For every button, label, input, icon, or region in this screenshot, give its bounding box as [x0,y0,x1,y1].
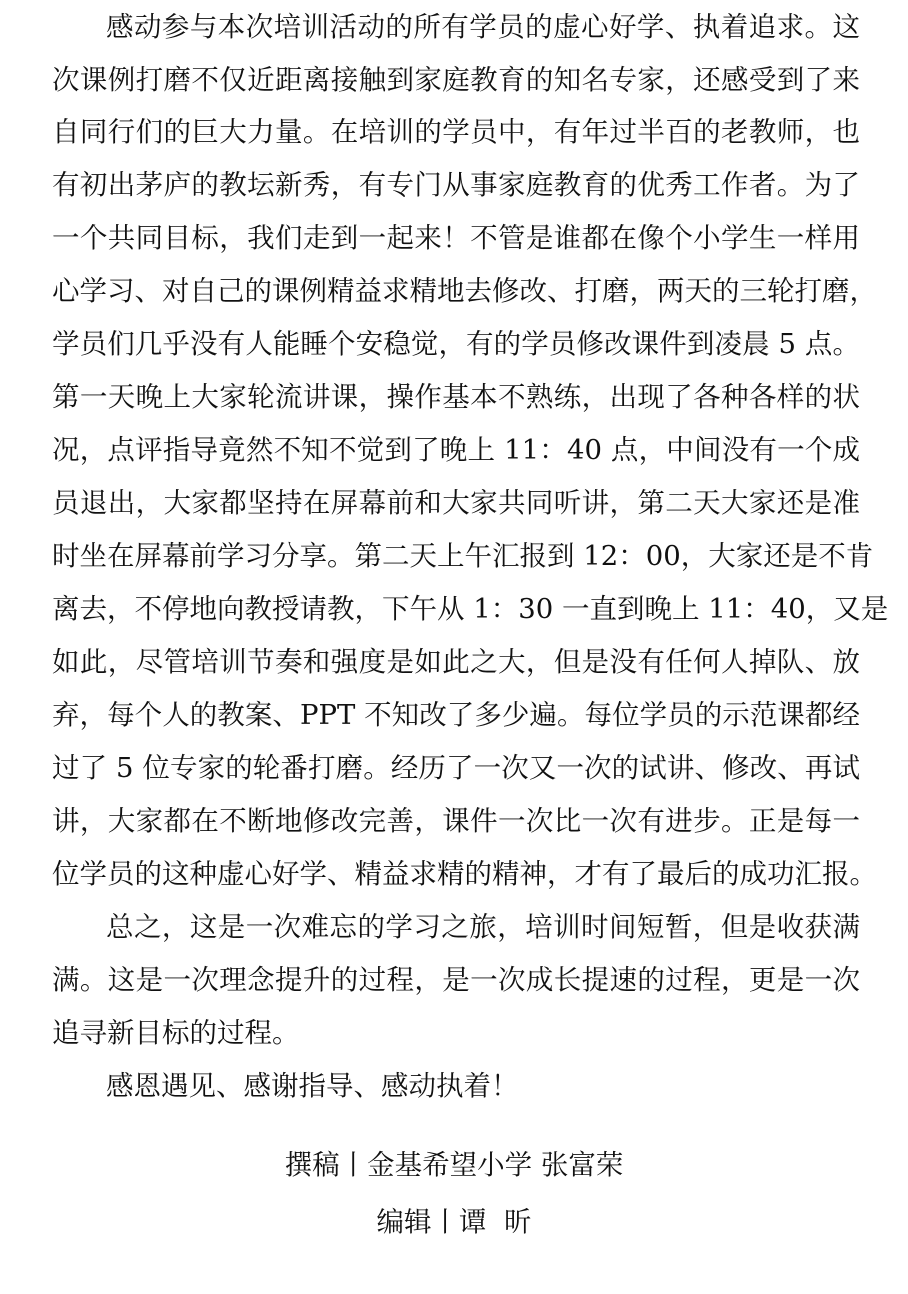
paragraph-line: 满。这是一次理念提升的过程，是一次成长提速的过程，更是一次 [52,964,860,996]
paragraph-line: 离去，不停地向教授请教，下午从 1：30 一直到晚上 11：40，又是 [52,593,889,625]
paragraph-line: 学员们几乎没有人能睡个安稳觉，有的学员修改课件到凌晨 5 点。 [52,328,860,360]
paragraph-line: 如此，尽管培训节奏和强度是如此之大，但是没有任何人掉队、放 [52,646,860,678]
paragraph-line: 员退出，大家都坚持在屏幕前和大家共同听讲，第二天大家还是准 [52,487,860,519]
paragraph-line: 感动参与本次培训活动的所有学员的虚心好学、执着追求。这 [106,11,860,43]
paragraph-line: 弃，每个人的教案、PPT 不知改了多少遍。每位学员的示范课都经 [52,699,860,731]
paragraph-line: 过了 5 位专家的轮番打磨。经历了一次又一次的试讲、修改、再试 [52,752,860,784]
paragraph-line: 次课例打磨不仅近距离接触到家庭教育的知名专家，还感受到了来 [52,64,860,96]
paragraph-line: 时坐在屏幕前学习分享。第二天上午汇报到 12：00，大家还是不肯 [52,540,874,572]
paragraph-line: 位学员的这种虚心好学、精益求精的精神，才有了最后的成功汇报。 [52,858,877,890]
paragraph-line: 追寻新目标的过程。 [52,1017,300,1049]
paragraph-line: 总之，这是一次难忘的学习之旅，培训时间短暂，但是收获满 [106,911,860,943]
paragraph-line: 有初出茅庐的教坛新秀，有专门从事家庭教育的优秀工作者。为了 [52,169,860,201]
editor-credit: 编辑丨谭 昕 [376,1206,532,1238]
closing-line: 感恩遇见、感谢指导、感动执着！ [106,1070,519,1102]
paragraph-line: 自同行们的巨大力量。在培训的学员中，有年过半百的老教师，也 [52,116,860,148]
paragraph-line: 一个共同目标，我们走到一起来！不管是谁都在像个小学生一样用 [52,222,860,254]
paragraph-line: 况，点评指导竟然不知不觉到了晚上 11：40 点，中间没有一个成 [52,434,860,466]
author-credit: 撰稿丨金基希望小学 张富荣 [284,1149,624,1181]
paragraph-line: 心学习、对自己的课例精益求精地去修改、打磨，两天的三轮打磨， [52,275,877,307]
paragraph-line: 第一天晚上大家轮流讲课，操作基本不熟练，出现了各种各样的状 [52,381,860,413]
paragraph-line: 讲，大家都在不断地修改完善，课件一次比一次有进步。正是每一 [52,805,860,837]
